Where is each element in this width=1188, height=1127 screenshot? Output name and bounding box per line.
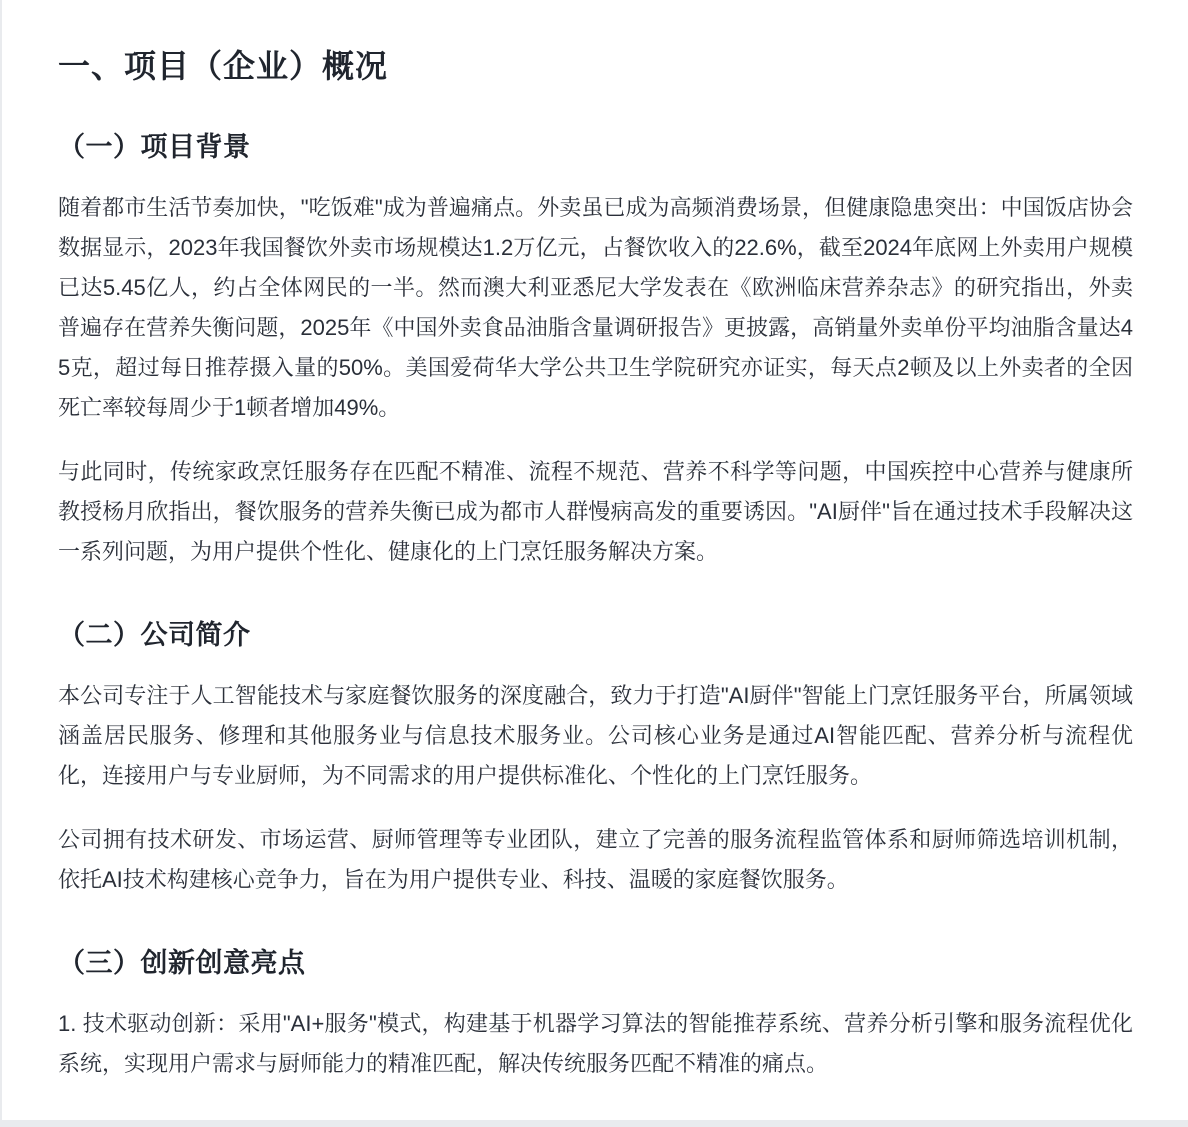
document-title: 一、项目（企业）概况 [58, 48, 389, 84]
section-innovation-highlights [58, 944, 1133, 1084]
section-project-background [58, 128, 1133, 572]
section-company-intro [58, 616, 1133, 900]
document-page [2, 0, 1188, 1120]
section-heading-innovation-highlights: （三）创新创意亮点 [58, 948, 306, 978]
section-heading-company-intro: （二）公司简介 [58, 620, 251, 650]
section-heading-project-background: （一）项目背景 [58, 132, 251, 162]
paragraph-company-focus: 本公司专注于人工智能技术与家庭餐饮服务的深度融合，致力于打造"AI厨伴"智能上门烹饪服务平台，所属领域涵盖居民服务、修理和其他服务业与信息技术服务业。公司核心业务是通过AI智能匹配、营养分析与流程优化，连接用户与专业厨师，为不同需求的用户提供标准化、个性化的上门烹饪服务。 [58, 683, 1133, 788]
paragraph-takeout-market-data: 随着都市生活节奏加快，"吃饭难"成为普遍痛点。外卖虽已成为高频消费场景，但健康隐患突出：中国饭店协会数据显示，2023年我国餐饮外卖市场规模达1.2万亿元，占餐饮收入的22.6%，截至2024年底网上外卖用户规模已达5.45亿人，约占全体网民的一半。然而澳大利亚悉尼大学发表在《欧洲临床营养杂志》的研究指出，外卖普遍存在营养失衡问题，2025年《中国外卖食品油脂含量调研报告》更披露，高销量外卖单份平均油脂含量达45克，超过每日推荐摄入量的50%。美国爱荷华大学公共卫生学院研究亦证实，每天点2顿及以上外卖者的全因死亡率较每周少于1顿者增加49%。 [58, 195, 1133, 420]
paragraph-tech-driven-innovation: 1. 技术驱动创新：采用"AI+服务"模式，构建基于机器学习算法的智能推荐系统、营养分析引擎和服务流程优化系统，实现用户需求与厨师能力的精准匹配，解决传统服务匹配不精准的痛点。 [58, 1011, 1133, 1076]
paragraph-company-teams: 公司拥有技术研发、市场运营、厨师管理等专业团队，建立了完善的服务流程监管体系和厨师筛选培训机制，依托AI技术构建核心竞争力，旨在为用户提供专业、科技、温暖的家庭餐饮服务。 [58, 827, 1133, 892]
paragraph-traditional-service-problems: 与此同时，传统家政烹饪服务存在匹配不精准、流程不规范、营养不科学等问题，中国疾控中心营养与健康所教授杨月欣指出，餐饮服务的营养失衡已成为都市人群慢病高发的重要诱因。"AI厨伴"旨在通过技术手段解决这一系列问题，为用户提供个性化、健康化的上门烹饪服务解决方案。 [58, 459, 1133, 564]
